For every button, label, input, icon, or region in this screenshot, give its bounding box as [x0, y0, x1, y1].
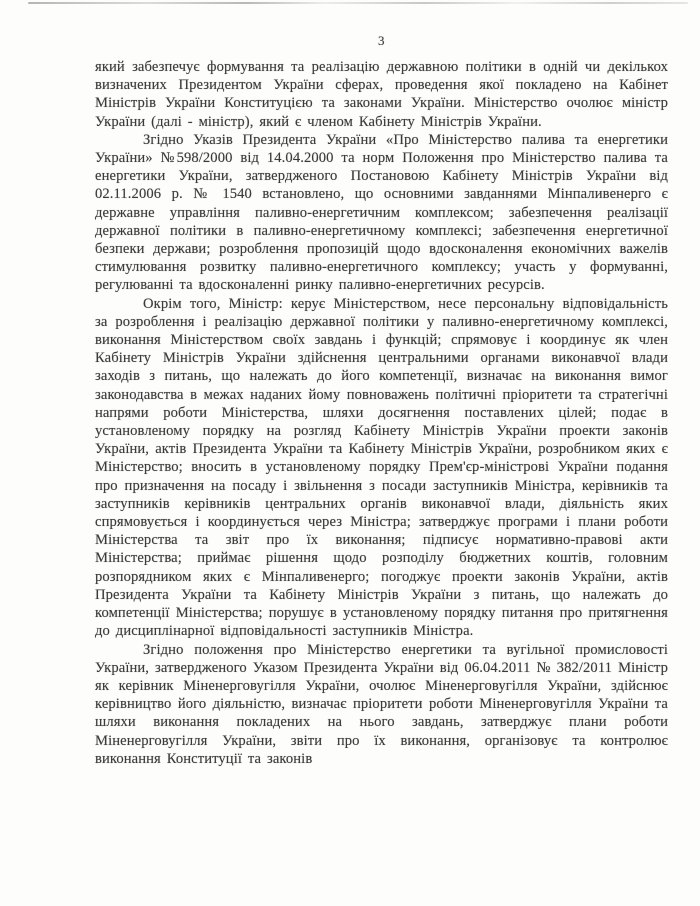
document-body [95, 58, 668, 768]
paragraph-decree-382-2011: Згідно положення про Міністерство енергетики та вугільної промисловості України, затвердженого Указом Президента України від 06.04.2011 № 382/2011 Міністр як керівник Міненерговугілля України, очолює Міненерговугілля України, здійснює керівництво його діяльністю, визначає пріоритети роботи Міненерговугілля України та шляхи виконання покладених на нього завдань, затверджує плани роботи Міненерговугілля України, звіти про їх виконання, організовує та контролює виконання Конституції та законів [95, 641, 668, 767]
paragraph-decree-598-2000: Згідно Указів Президента України «Про Міністерство палива та енергетики України» №598/2000 від 14.04.2000 та норм Положення про Міністерство палива та енергетики України, затвердженого Постановою Кабінету Міністрів України від 02.11.2006 р. № 1540 встановлено, що основними завданнями Мінпаливенерго є державне управління паливно-енергетичним комплексом; забезпечення реалізації державної політики в паливно-енергетичному комплексі; забезпечення енергетичної безпеки держави; розроблення пропозицій щодо вдосконалення економічних важелів стимулювання розвитку паливно-енергетичного комплексу; участь у формуванні, регулюванні та вдосконаленні ринку паливно-енергетичних ресурсів. [95, 131, 668, 294]
scan-edge-artifact [28, 2, 688, 4]
paragraph-continuation: який забезпечує формування та реалізацію державною політики в одній чи декількох визначених Президентом України сферах, проведення якої покладено на Кабінет Міністрів України Конституцією та законами України. Міністерство очолює міністр України (далі - міністр), який є членом Кабінету Міністрів України. [95, 59, 668, 130]
paragraph-minister-duties: Окрім того, Міністр: керує Міністерством, несе персональну відповідальність за розроблення і реалізацію державної політики у паливно-енергетичному комплексі, виконання Міністерством своїх завдань і функцій; спрямовує і координує як член Кабінету Міністрів України здійснення центральними органами виконавчої влади заходів з питань, що належать до його компетенції, визначає на виконання вимог законодавства в межах наданих йому повноважень політичні пріоритети та стратегічні напрями роботи Міністерства, шляхи досягнення поставлених цілей; подає в установленому порядку на розгляд Кабінету Міністрів України проекти законів України, актів Президента України та Кабінету Міністрів України, розробником яких є Міністерство; вносить в установленому порядку Прем'єр-міністрові України подання про призначення на посаду і звільнення з посади заступників Міністра, керівників та заступників керівників центральних органів виконавчої влади, діяльність яких спрямовується і координується через Міністра; затверджує програми і плани роботи Міністерства та звіт про їх виконання; підписує нормативно-правові акти Міністерства; приймає рішення щодо розподілу бюджетних коштів, головним розпорядником яких є Мінпаливенерго; погоджує проекти законів України, актів Президента України та Кабінету Міністрів України з питань, що належать до компетенції Міністерства; порушує в установленому порядку питання про притягнення до дисциплінарної відповідальності заступників Міністра. [95, 295, 668, 640]
page-number: 3 [378, 33, 385, 48]
